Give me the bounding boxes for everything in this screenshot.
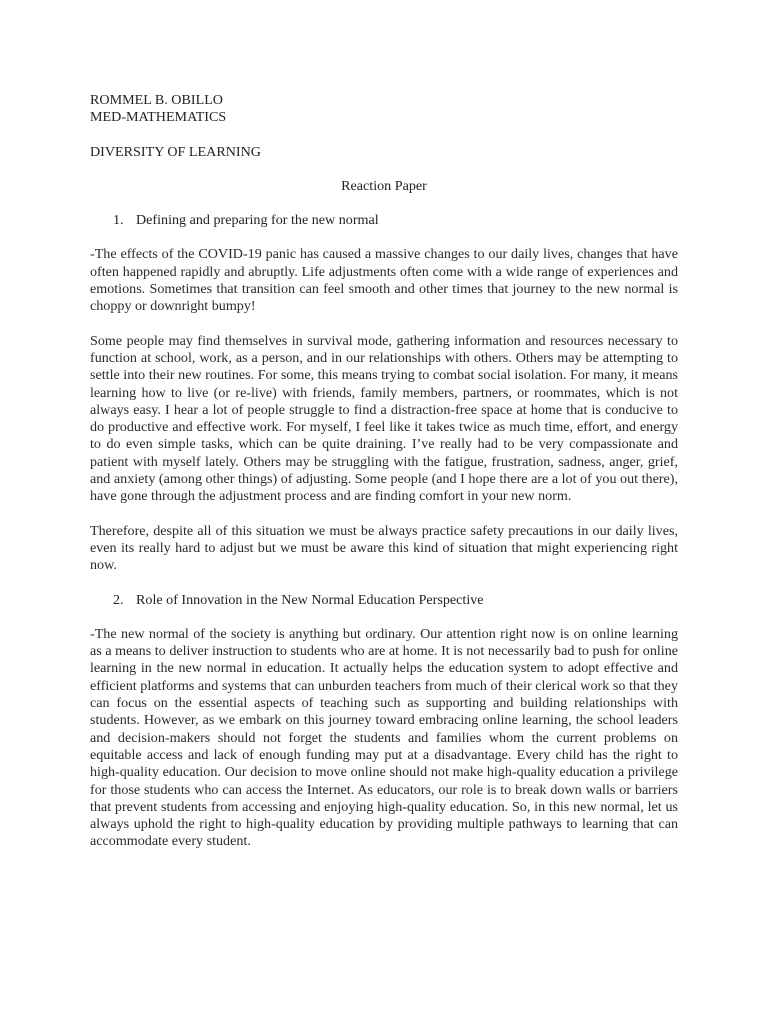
section-2-number: 2. [113,591,124,608]
section-1-number: 1. [113,212,124,229]
program-name: MED-MATHEMATICS [90,109,227,126]
section-1-paragraph-2: Some people may find themselves in survival mode, gathering information and resources necessary to function at school, work, as a person, and in our relationships with others. Others may be attempting to settle into their new routines. For some, this means trying to combat social isolation. For many, it means learning how to live (or re-live) with friends, family members, partners, or roommates, which is not always easy. I hear a lot of people struggle to find a distraction-free space at home that is conducive to do productive and effective work. For myself, I feel like it takes twice as much time, effort, and energy to do even simple tasks, which can be quite draining. I’ve really had to be very compassionate and patient with myself lately. Others may be struggling with the fatigue, frustration, sadness, anger, grief, and anxiety (among other things) of adjusting. Some people (and I hope there are a lot of you out there), have gone through the adjustment process and are finding comfort in your new norm. [90,332,678,505]
section-1-heading [90,212,678,229]
document-page [90,92,678,851]
section-2-paragraph-1: -The new normal of the society is anything but ordinary. Our attention right now is on online learning as a means to deliver instruction to students who are at home. It is not necessarily bad to push for online learning in the new normal in education. It actually helps the education system to adopt effective and efficient platforms and systems that can unburden teachers from much of their clerical work so that they can focus on the essential aspects of teaching such as supporting and building relationships with students. However, as we embark on this journey toward embracing online learning, the school leaders and decision-makers should not forget the students and families whom the current problems on equitable access and lack of enough funding may put at a disadvantage. Every child has the right to high-quality education. Our decision to move online should not make high-quality education a privilege for those students who can access the Internet. As educators, our role is to break down walls or barriers that prevent students from accessing and enjoying high-quality education. So, in this new normal, let us always uphold the right to high-quality education by providing multiple pathways to learning that can accommodate every student. [90,625,678,850]
section-2-heading [90,592,678,609]
section-1-title: Defining and preparing for the new normal [136,212,379,229]
author-name: ROMMEL B. OBILLO [90,92,223,108]
section-1-paragraph-3: Therefore, despite all of this situation we must be always practice safety precautions in our daily lives, even its really hard to adjust but we must be aware this kind of situation that might experiencing right now. [90,522,678,574]
section-2-title: Role of Innovation in the New Normal Education Perspective [136,591,484,608]
document-type: Reaction Paper [341,177,427,194]
section-1-paragraph-1: -The effects of the COVID-19 panic has caused a massive changes to our daily lives, changes that have often happened rapidly and abruptly. Life adjustments often come with a wide range of experiences and emotions. Sometimes that transition can feel smooth and other times that journey to the new normal is choppy or downright bumpy! [90,246,678,315]
course-title: DIVERSITY OF LEARNING [90,143,261,160]
